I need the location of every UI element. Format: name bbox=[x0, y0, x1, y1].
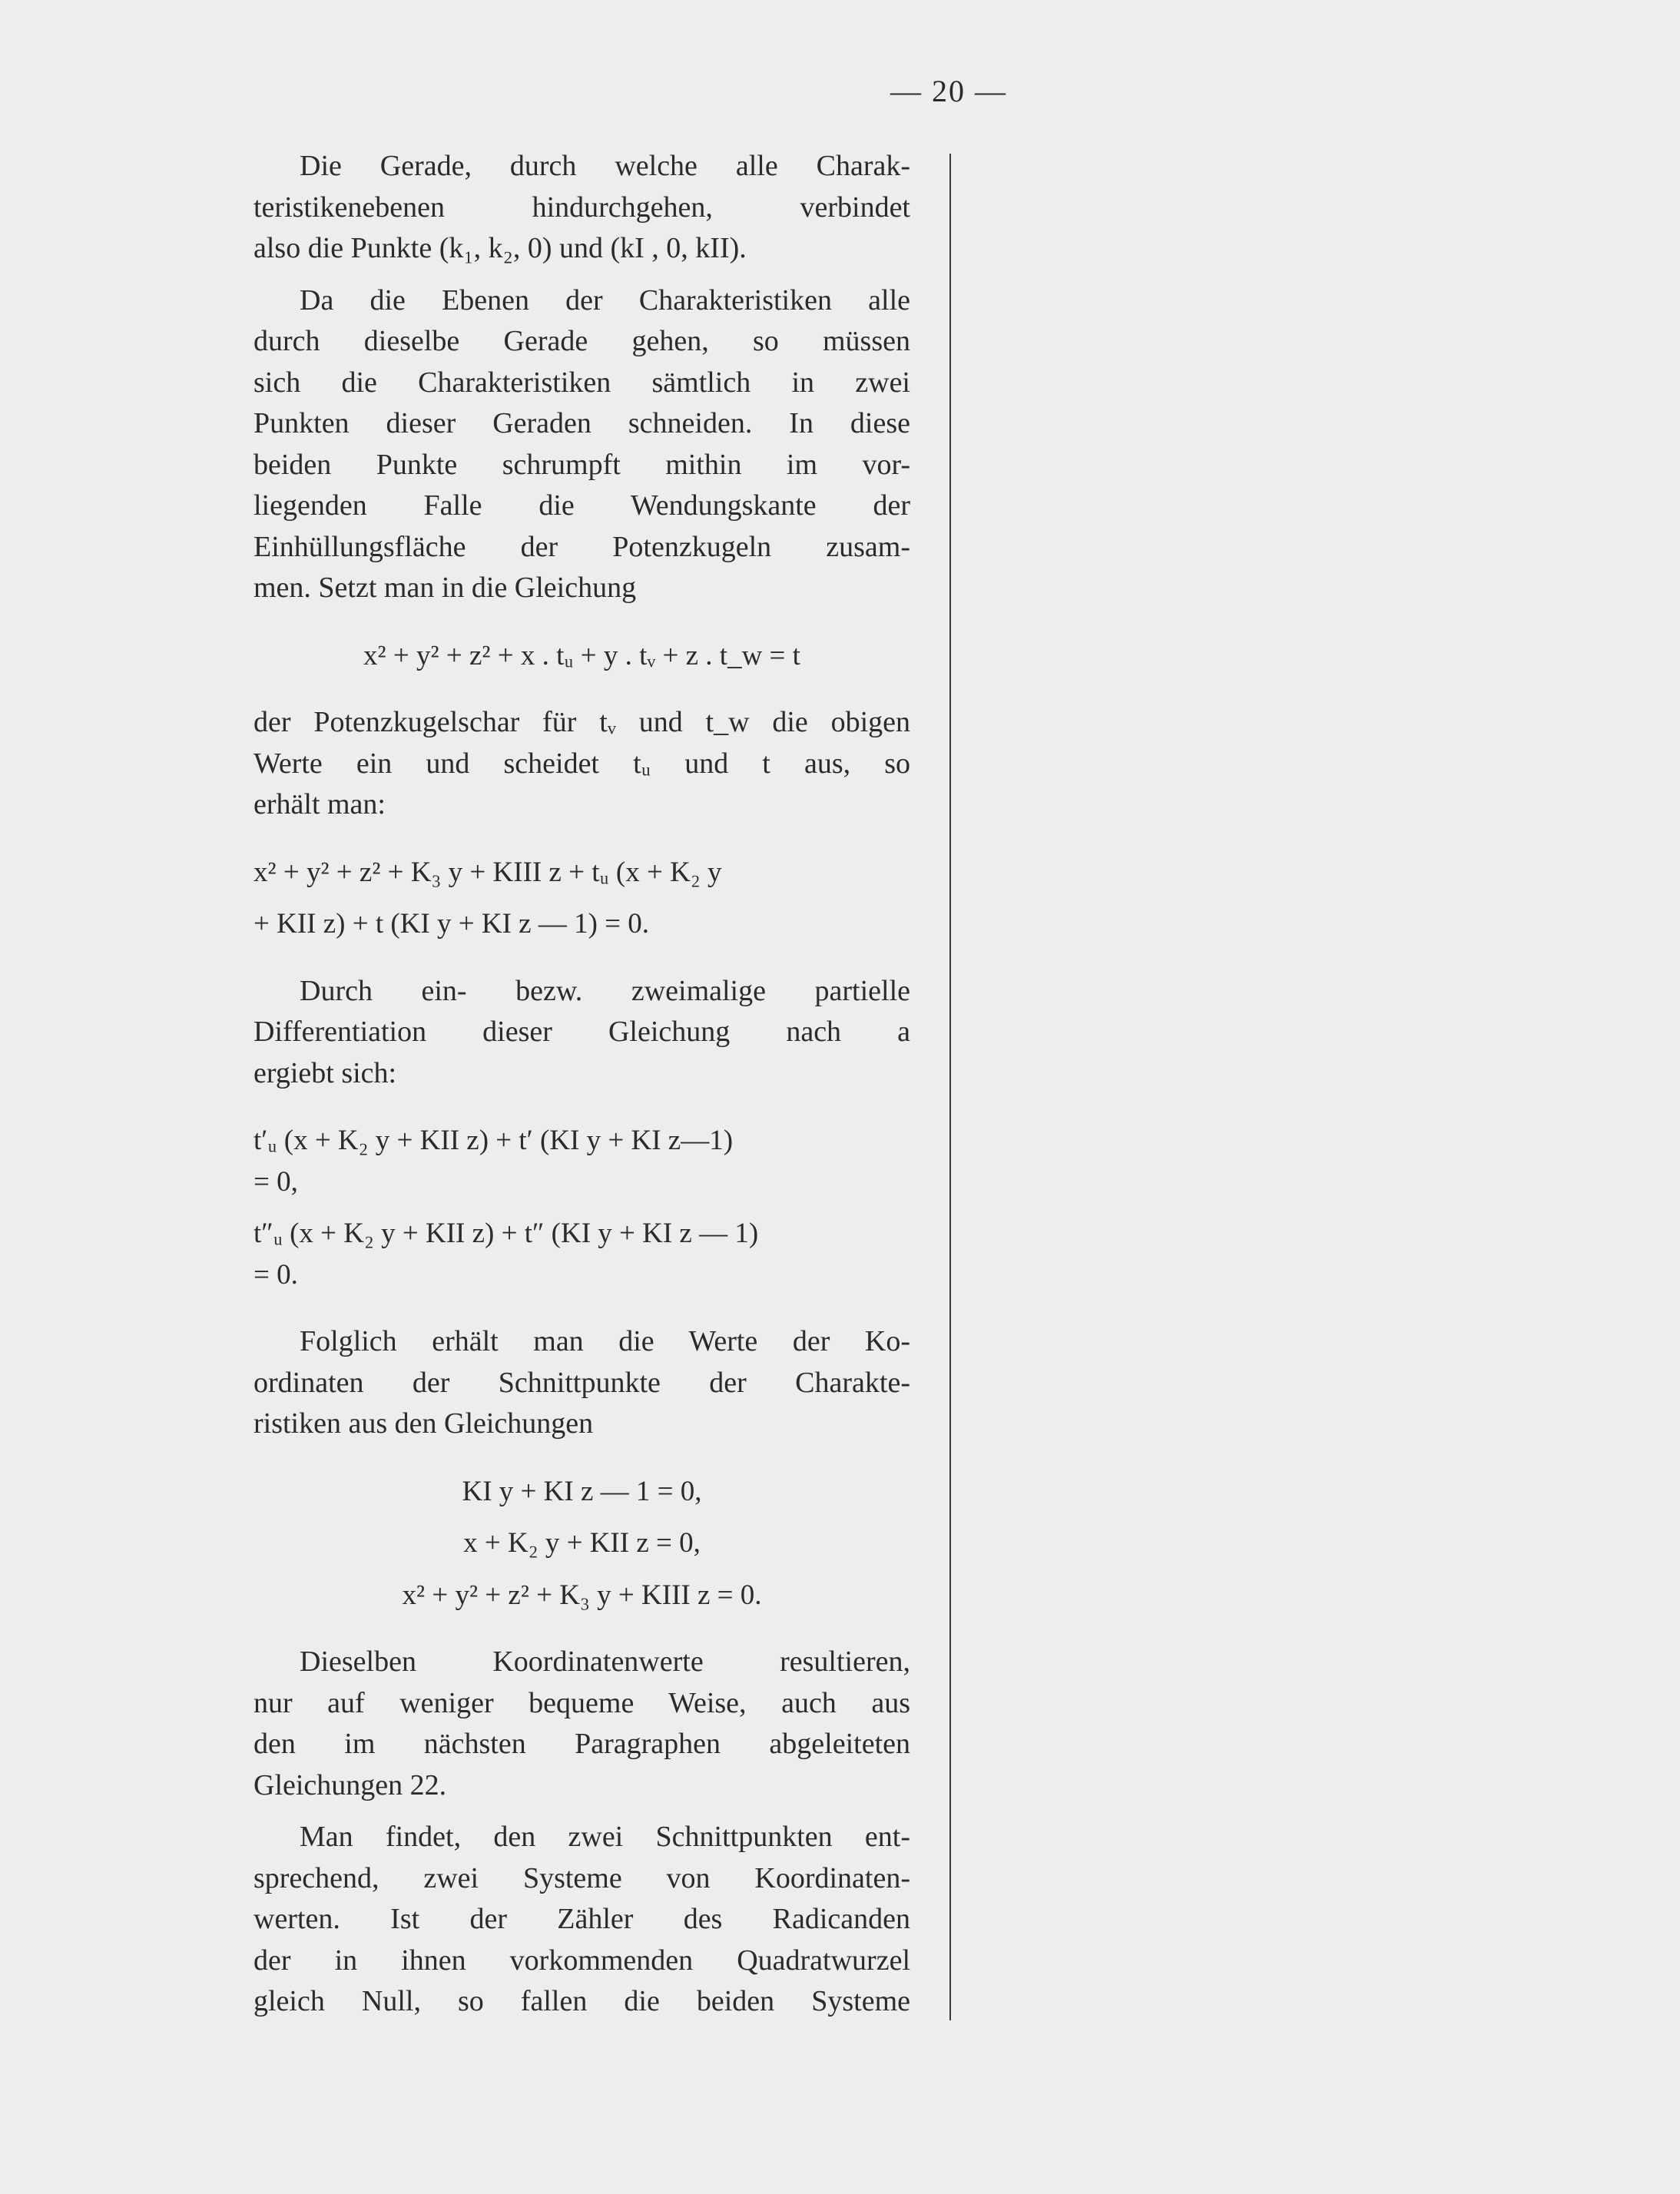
equation-4-line-1: t″ᵤ (x + K₂ y + KII z) + t″ (KI y + KI z — 1) bbox=[253, 1218, 759, 1249]
text-line: Werte ein und scheidet tᵤ und t aus, so bbox=[253, 747, 910, 780]
text-line: den im nächsten Paragraphen abgeleiteten bbox=[253, 1728, 910, 1760]
paragraph-4 bbox=[253, 971, 910, 1095]
text-line: Die Gerade, durch welche alle Charak- bbox=[300, 150, 910, 182]
system-equation-1: KI y + KI z — 1 = 0, bbox=[462, 1475, 702, 1507]
equation-3-line-1: t′ᵤ (x + K₂ y + KII z) + t′ (KI y + KI z—1) bbox=[253, 1125, 734, 1156]
text-line: sich die Charakteristiken sämtlich in zwei bbox=[253, 366, 910, 399]
equation-4-line-2: = 0. bbox=[253, 1258, 298, 1291]
text-line: der Potenzkugelschar für tᵥ und t_w die obigen bbox=[253, 706, 910, 738]
paragraph-3 bbox=[253, 702, 910, 826]
text-line: teristikenebenen hindurchgehen, verbindet bbox=[253, 191, 910, 224]
paragraph-2 bbox=[253, 280, 910, 609]
text-line: ristiken aus den Gleichungen bbox=[253, 1407, 594, 1440]
text-line: ergiebt sich: bbox=[253, 1056, 397, 1089]
text-line: der in ihnen vorkommenden Quadratwurzel bbox=[253, 1944, 910, 1977]
equation-3-line-2: = 0, bbox=[253, 1165, 298, 1198]
text-line: ordinaten der Schnittpunkte der Charakte- bbox=[253, 1366, 910, 1399]
equation-power-sphere: x² + y² + z² + x . tᵤ + y . tᵥ + z . t_w = t bbox=[363, 639, 800, 671]
text-column bbox=[253, 146, 910, 2023]
text-line: men. Setzt man in die Gleichung bbox=[253, 572, 637, 604]
paragraph-6 bbox=[253, 1642, 910, 1806]
equation-2-line-1: x² + y² + z² + K₃ y + KIII z + tᵤ (x + K₂ y bbox=[253, 856, 722, 888]
system-equation-3: x² + y² + z² + K₃ y + KIII z = 0. bbox=[402, 1579, 762, 1611]
column-divider bbox=[949, 154, 951, 2020]
page-number: — 20 — bbox=[890, 74, 1007, 108]
text-line: Differentiation dieser Gleichung nach a bbox=[253, 1016, 910, 1048]
paragraph-5 bbox=[253, 1321, 910, 1445]
equation-2-line-2: + KII z) + t (KI y + KI z — 1) = 0. bbox=[253, 908, 650, 940]
text-line: gleich Null, so fallen die beiden Systeme bbox=[253, 1985, 910, 2017]
text-line: Folglich erhält man die Werte der Ko- bbox=[300, 1325, 910, 1357]
text-line: also die Punkte (k₁, k₂, 0) und (kI , 0, kII). bbox=[253, 232, 747, 264]
text-line: Durch ein- bezw. zweimalige partielle bbox=[300, 974, 910, 1007]
equation-system bbox=[253, 1471, 910, 1616]
text-line: nur auf weniger bequeme Weise, auch aus bbox=[253, 1686, 910, 1719]
bleed-through-text bbox=[1006, 150, 1559, 322]
text-line: sprechend, zwei Systeme von Koordinaten- bbox=[253, 1861, 910, 1894]
text-line: Punkten dieser Geraden schneiden. In diese bbox=[253, 407, 910, 439]
text-line: Einhüllungsfläche der Potenzkugeln zusam- bbox=[253, 530, 910, 563]
text-line: Man findet, den zwei Schnittpunkten ent- bbox=[300, 1821, 910, 1853]
system-equation-2: x + K₂ y + KII z = 0, bbox=[463, 1527, 701, 1559]
text-line: Dieselben Koordinatenwerte resultieren, bbox=[300, 1646, 910, 1678]
text-line: werten. Ist der Zähler des Radicanden bbox=[253, 1903, 910, 1935]
text-line: liegenden Falle die Wendungskante der bbox=[253, 489, 910, 522]
paragraph-7 bbox=[253, 1817, 910, 2023]
text-line: Gleichungen 22. bbox=[253, 1768, 447, 1801]
text-line: Da die Ebenen der Charakteristiken alle bbox=[300, 283, 910, 317]
paragraph-1 bbox=[253, 146, 910, 270]
text-line: beiden Punkte schrumpft mithin im vor- bbox=[253, 448, 910, 481]
text-line: durch dieselbe Gerade gehen, so müssen bbox=[253, 325, 910, 357]
text-line: erhält man: bbox=[253, 788, 386, 820]
